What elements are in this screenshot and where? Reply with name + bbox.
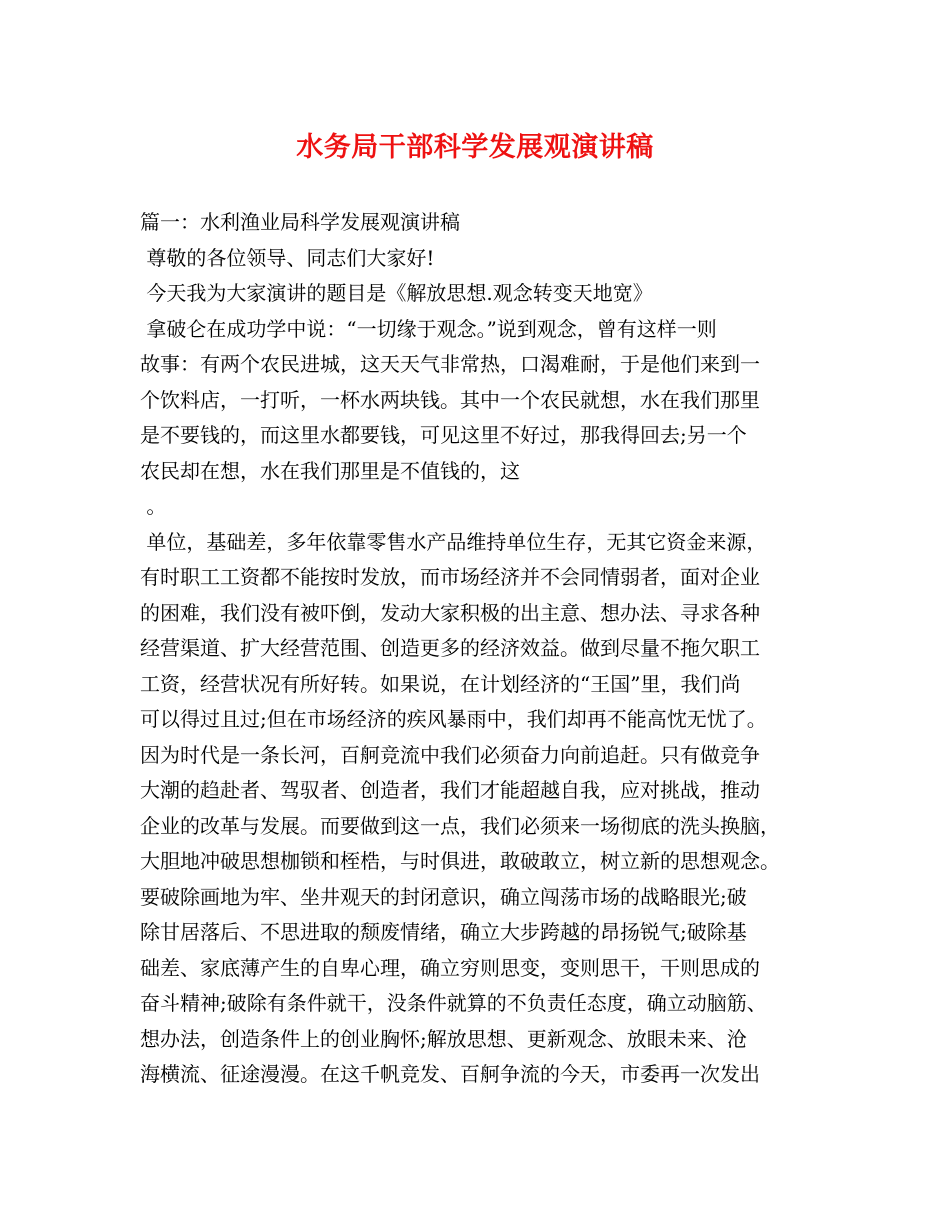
body-line: 是不要钱的，而这里水都要钱，可见这里不好过，那我得回去;另一个 bbox=[140, 423, 747, 447]
body-line: 的困难，我们没有被吓倒，发动大家积极的出主意、想办法、寻求各种 bbox=[140, 600, 760, 625]
body-line: 尊敬的各位领导、同志们大家好! bbox=[140, 245, 435, 270]
body-line: 经营渠道、扩大经营范围、创造更多的经济效益。做到尽量不拖欠职工 bbox=[140, 636, 760, 660]
body-line: 想办法，创造条件上的创业胸怀;解放思想、更新观念、放眼未来、沧 bbox=[140, 1026, 747, 1051]
body-line: 有时职工工资都不能按时发放，而市场经济并不会同情弱者，面对企业 bbox=[140, 565, 760, 589]
body-line: 个饮料店，一打听，一杯水两块钱。其中一个农民就想，水在我们那里 bbox=[140, 387, 760, 412]
body-line: 础差、家底薄产生的自卑心理，确立穷则思变，变则思干，干则思成的 bbox=[140, 955, 760, 980]
body-line: 农民却在想，水在我们那里是不值钱的，这 bbox=[140, 458, 520, 483]
body-line: 除甘居落后、不思进取的颓废情绪，确立大步跨越的昂扬锐气;破除基 bbox=[140, 920, 747, 944]
body-line: 大潮的趋赴者、驾驭者、创造者，我们才能超越自我，应对挑战，推动 bbox=[140, 778, 760, 802]
document-body bbox=[140, 205, 830, 1093]
body-line: 。 bbox=[140, 494, 167, 518]
body-line: 篇一：水利渔业局科学发展观演讲稿 bbox=[140, 210, 460, 234]
body-line: 工资，经营状况有所好转。如果说，在计划经济的“王国”里，我们尚 bbox=[140, 671, 741, 696]
document-title: 水务局干部科学发展观演讲稿 bbox=[296, 132, 654, 163]
body-line: 大胆地冲破思想枷锁和桎梏，与时俱进，敢破敢立，树立新的思想观念。 bbox=[140, 849, 780, 873]
body-line: 海横流、征途漫漫。在这千帆竞发、百舸争流的今天，市委再一次发出 bbox=[140, 1062, 760, 1086]
body-line: 要破除画地为牢、坐井观天的封闭意识，确立闯荡市场的战略眼光;破 bbox=[140, 884, 747, 909]
body-line: 奋斗精神;破除有条件就干，没条件就算的不负责任态度，确立动脑筋、 bbox=[140, 991, 767, 1015]
body-line: 拿破仑在成功学中说：“一切缘于观念。”说到观念，曾有这样一则 bbox=[140, 316, 717, 341]
body-line: 故事：有两个农民进城，这天天气非常热，口渴难耐，于是他们来到一 bbox=[140, 352, 760, 376]
body-line: 企业的改革与发展。而要做到这一点，我们必须来一场彻底的洗头换脑， bbox=[140, 813, 780, 838]
body-line: 因为时代是一条长河，百舸竞流中我们必须奋力向前追赶。只有做竞争 bbox=[140, 742, 760, 767]
body-line: 今天我为大家演讲的题目是《解放思想.观念转变天地宽》 bbox=[140, 281, 653, 305]
body-line: 可以得过且过;但在市场经济的疾风暴雨中，我们却再不能高忱无忧了。 bbox=[140, 707, 767, 731]
body-line: 单位，基础差，多年依靠零售水产品维持单位生存，无其它资金来源， bbox=[140, 529, 767, 554]
